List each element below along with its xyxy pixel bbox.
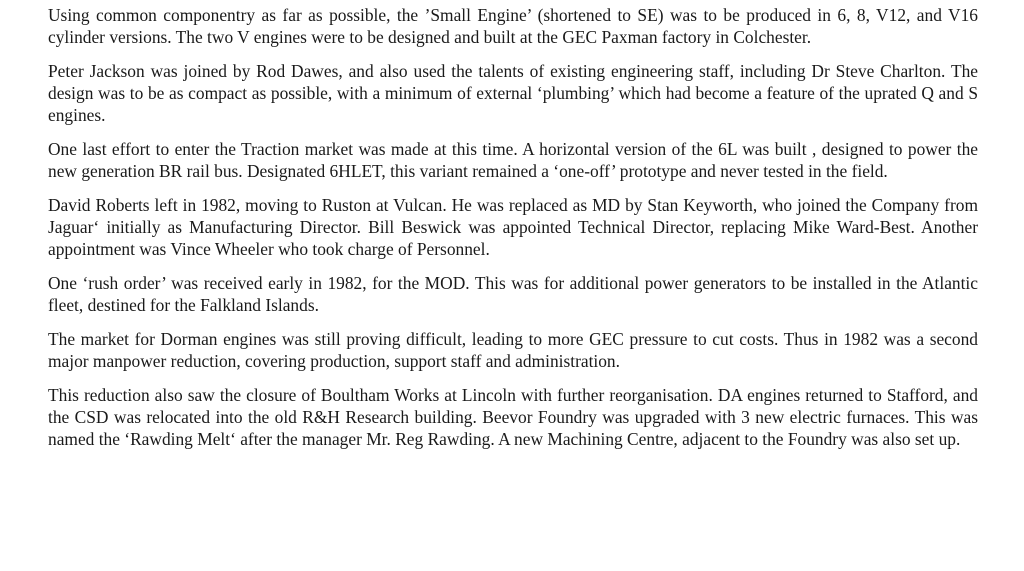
paragraph-traction-market: One last effort to enter the Traction market was made at this time. A horizontal version of the 6L was built , designed to power the new generation BR rail bus. Designated 6HLET, this variant remained a ‘one-off’ prototype and never tested in the field. xyxy=(48,139,978,181)
paragraph-rush-order: One ‘rush order’ was received early in 1982, for the MOD. This was for additional power generators to be installed in the Atlantic fleet, destined for the Falkland Islands. xyxy=(48,273,978,315)
document-page xyxy=(48,4,978,462)
paragraph-design-team: Peter Jackson was joined by Rod Dawes, and also used the talents of existing engineering staff, including Dr Steve Charlton. The design was to be as compact as possible, with a minimum of external ‘plumbing’ which had become a feature of the uprated Q and S engines. xyxy=(48,61,978,125)
paragraph-reorganisation: This reduction also saw the closure of Boultham Works at Lincoln with further reorganisation. DA engines returned to Stafford, and the CSD was relocated into the old R&H Research building. Beevor Foundry was upgraded with 3 new electric furnaces. This was named the ‘Rawding Melt‘ after the manager Mr. Reg Rawding. A new Machining Centre, adjacent to the Foundry was also set up. xyxy=(48,385,978,449)
paragraph-management-changes: David Roberts left in 1982, moving to Ruston at Vulcan. He was replaced as MD by Stan Keyworth, who joined the Company from Jaguar‘ initially as Manufacturing Director. Bill Beswick was appointed Technical Director, replacing Mike Ward-Best. Another appointment was Vince Wheeler who took charge of Personnel. xyxy=(48,195,978,259)
paragraph-small-engine: Using common componentry as far as possible, the ’Small Engine’ (shortened to SE) was to be produced in 6, 8, V12, and V16 cylinder versions. The two V engines were to be designed and built at the GEC Paxman factory in Colchester. xyxy=(48,5,978,47)
paragraph-manpower-reduction: The market for Dorman engines was still proving difficult, leading to more GEC pressure to cut costs. Thus in 1982 was a second major manpower reduction, covering production, support staff and administration. xyxy=(48,329,978,371)
